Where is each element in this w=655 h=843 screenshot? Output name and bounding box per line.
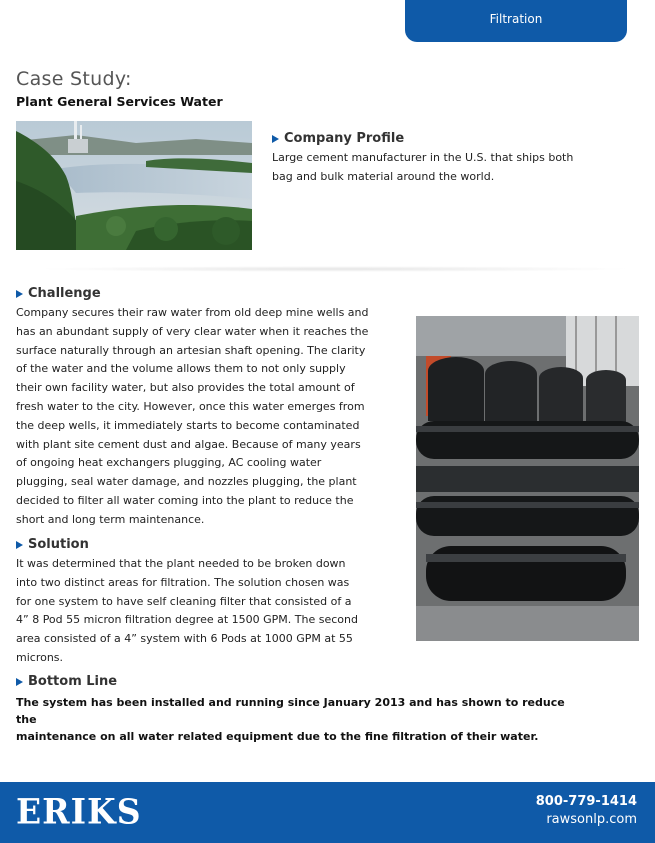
filtration-tab-label: Filtration bbox=[489, 12, 543, 26]
website-link[interactable]: rawsonlp.com bbox=[546, 812, 637, 827]
solution-text bbox=[16, 555, 411, 668]
challenge-line: the deep wells, it immediately starts to become contaminated bbox=[16, 418, 360, 432]
company-profile-line: bag and bulk material around the world. bbox=[272, 169, 495, 183]
bottom-line-heading-text: Bottom Line bbox=[28, 674, 118, 689]
footer-bar bbox=[0, 782, 655, 843]
solution-heading bbox=[16, 537, 89, 552]
challenge-heading bbox=[16, 286, 101, 301]
company-profile-heading-text: Company Profile bbox=[284, 131, 405, 146]
river-landscape-photo bbox=[16, 121, 252, 250]
bullet-arrow-icon bbox=[16, 290, 23, 298]
solution-line: 4” 8 Pod 55 micron filtration degree at 1500 GPM. The second bbox=[16, 613, 358, 627]
challenge-line: fresh water to the city. However, once this water emerges from bbox=[16, 399, 365, 413]
company-profile-heading bbox=[272, 131, 404, 146]
solution-line: It was determined that the plant needed to be broken down bbox=[16, 557, 346, 570]
challenge-line: with plant site cement dust and algae. Because of many years bbox=[16, 437, 361, 451]
bottom-line-heading bbox=[16, 674, 117, 689]
filtration-equipment-photo bbox=[416, 316, 639, 641]
case-study-subtitle: Plant General Services Water bbox=[16, 94, 223, 109]
challenge-heading-text: Challenge bbox=[28, 286, 101, 301]
bullet-arrow-icon bbox=[16, 541, 23, 549]
challenge-line: decided to filter all water coming into the plant to reduce the bbox=[16, 493, 354, 507]
challenge-line: Company secures their raw water from old deep mine wells and bbox=[16, 306, 369, 319]
case-study-title: Case Study: bbox=[16, 68, 132, 90]
company-profile-text bbox=[272, 149, 632, 187]
challenge-line: their own facility water, but also provides the total amount of bbox=[16, 381, 355, 395]
solution-heading-text: Solution bbox=[28, 537, 89, 552]
challenge-text bbox=[16, 304, 411, 530]
challenge-line: of the water and the volume allows them to not only supply bbox=[16, 362, 346, 376]
company-profile-line: Large cement manufacturer in the U.S. that ships both bbox=[272, 151, 574, 164]
bottom-line-line: The system has been installed and running since January 2013 and has shown to reduce the bbox=[16, 696, 565, 726]
phone-number: 800-779-1414 bbox=[535, 794, 637, 809]
solution-line: microns. bbox=[16, 650, 64, 664]
solution-line: for one system to have self cleaning filter that consisted of a bbox=[16, 594, 352, 608]
challenge-line: has an abundant supply of very clear water when it reaches the bbox=[16, 324, 369, 338]
section-divider bbox=[35, 266, 635, 272]
challenge-line: surface naturally through an artesian shaft opening. The clarity bbox=[16, 343, 366, 357]
eriks-logo: ERIKS bbox=[16, 791, 142, 832]
filtration-tab bbox=[405, 0, 627, 42]
bottom-line-line: maintenance on all water related equipment due to the fine filtration of their water. bbox=[16, 730, 539, 743]
bottom-line-text bbox=[16, 694, 576, 745]
challenge-line: of ongoing heat exchangers plugging, AC cooling water bbox=[16, 456, 322, 470]
challenge-line: plugging, seal water damage, and nozzles plugging, the plant bbox=[16, 475, 357, 489]
bullet-arrow-icon bbox=[16, 678, 23, 686]
solution-line: area consisted of a 4” system with 6 Pods at 1000 GPM at 55 bbox=[16, 632, 353, 646]
solution-line: into two distinct areas for filtration. The solution chosen was bbox=[16, 575, 350, 589]
challenge-line: short and long term maintenance. bbox=[16, 512, 205, 526]
bullet-arrow-icon bbox=[272, 135, 279, 143]
